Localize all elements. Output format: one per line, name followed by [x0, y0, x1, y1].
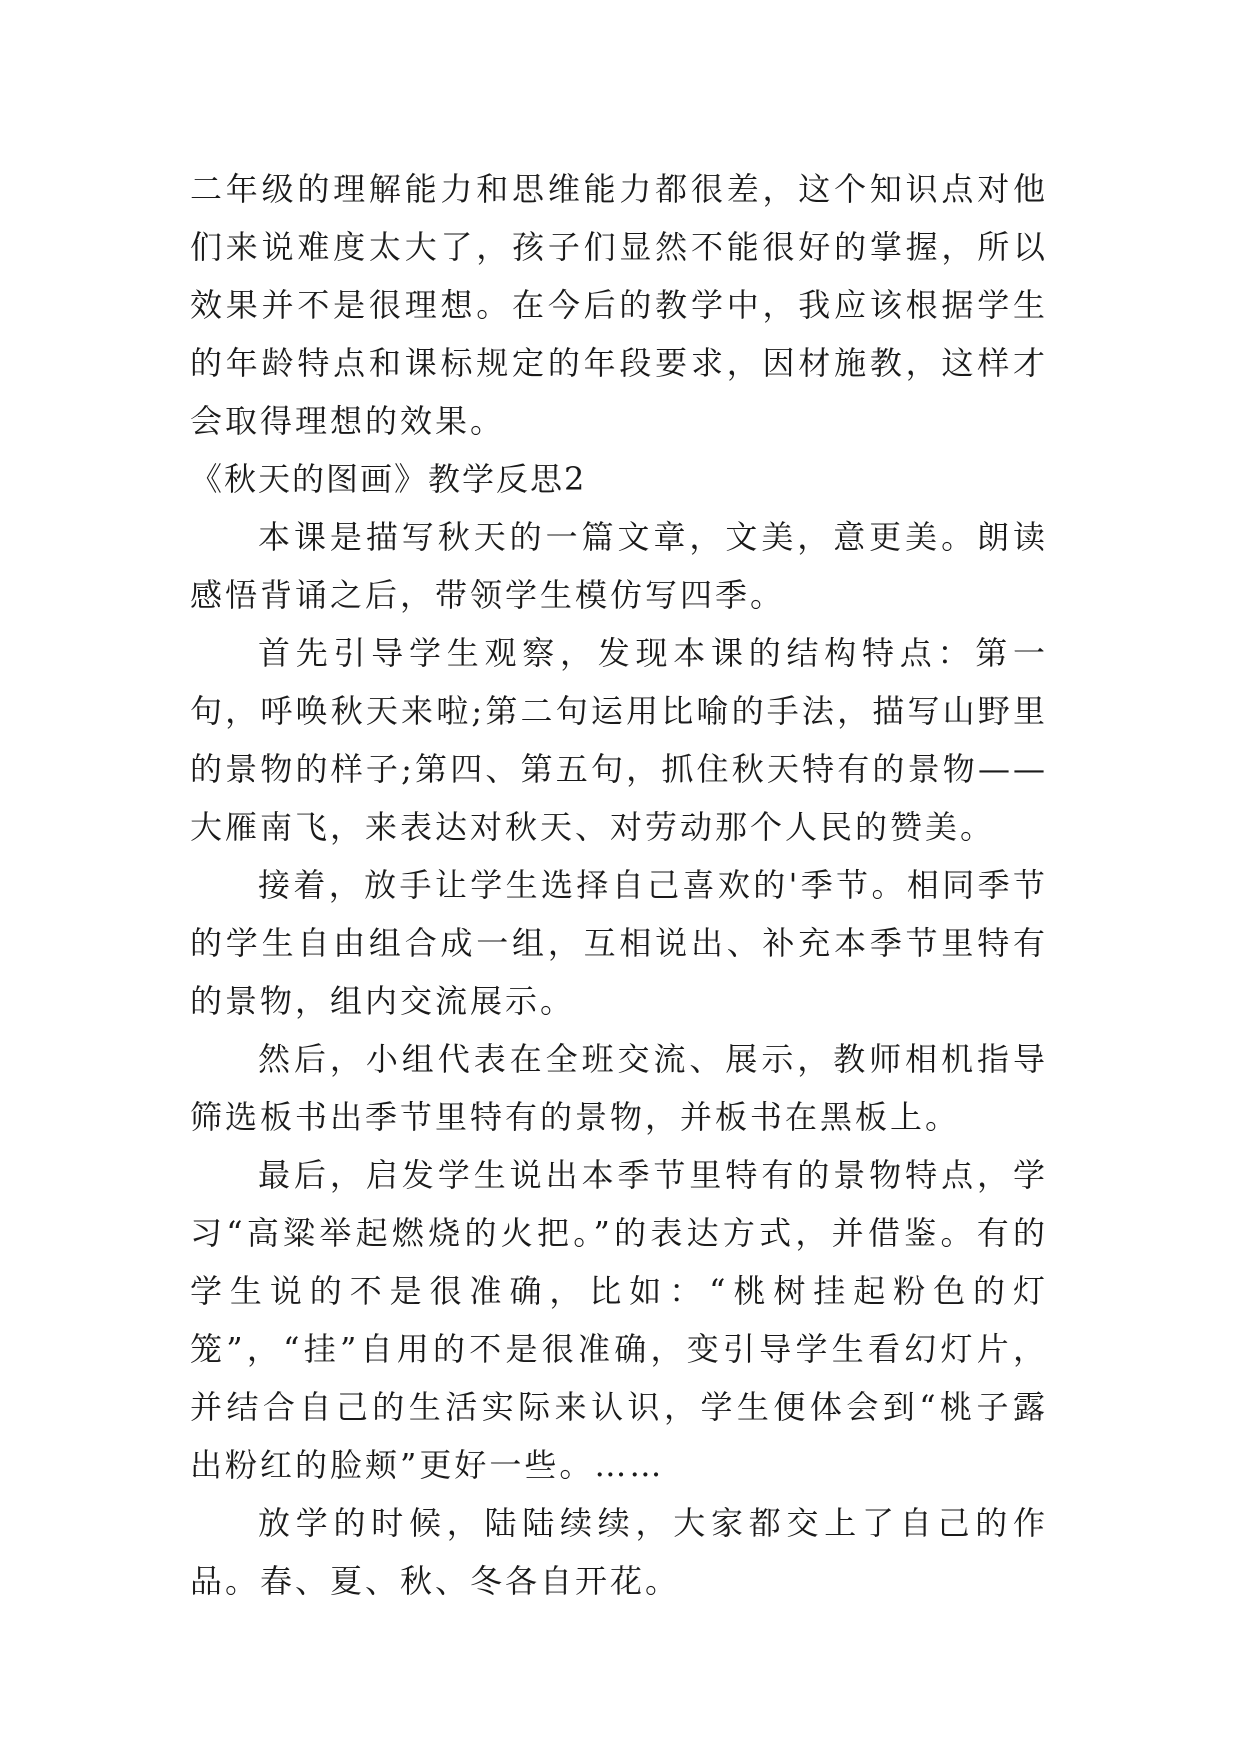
paragraph-6: 放学的时候，陆陆续续，大家都交上了自己的作品。春、夏、秋、冬各自开花。: [190, 1504, 1048, 1600]
paragraph-1: 本课是描写秋天的一篇文章，文美，意更美。朗读感悟背诵之后，带领学生模仿写四季。: [190, 518, 1048, 614]
intro-paragraph: 二年级的理解能力和思维能力都很差，这个知识点对他们来说难度太大了，孩子们显然不能很好的掌握，所以效果并不是很理想。在今后的教学中，我应该根据学生的年龄特点和课标规定的年段要求，因材施教，这样才会取得理想的效果。: [190, 170, 1048, 440]
paragraph-3: 接着，放手让学生选择自己喜欢的'季节。相同季节的学生自由组合成一组，互相说出、补充本季节里特有的景物，组内交流展示。: [190, 866, 1048, 1020]
section-title: 《秋天的图画》教学反思2: [190, 460, 587, 498]
paragraph-4: 然后，小组代表在全班交流、展示，教师相机指导筛选板书出季节里特有的景物，并板书在黑板上。: [190, 1040, 1048, 1136]
paragraph-5: 最后，启发学生说出本季节里特有的景物特点，学习“高粱举起燃烧的火把。”的表达方式，并借鉴。有的学生说的不是很准确，比如：“桃树挂起粉色的灯笼”，“挂”自用的不是很准确，变引导学生看幻灯片，并结合自己的生活实际来认识，学生便体会到“桃子露出粉红的脸颊”更好一些。……: [190, 1156, 1048, 1484]
paragraph-2: 首先引导学生观察，发现本课的结构特点：第一句，呼唤秋天来啦;第二句运用比喻的手法，描写山野里的景物的样子;第四、第五句，抓住秋天特有的景物——大雁南飞，来表达对秋天、对劳动那个人民的赞美。: [190, 634, 1048, 846]
document-body: [190, 160, 1048, 1610]
